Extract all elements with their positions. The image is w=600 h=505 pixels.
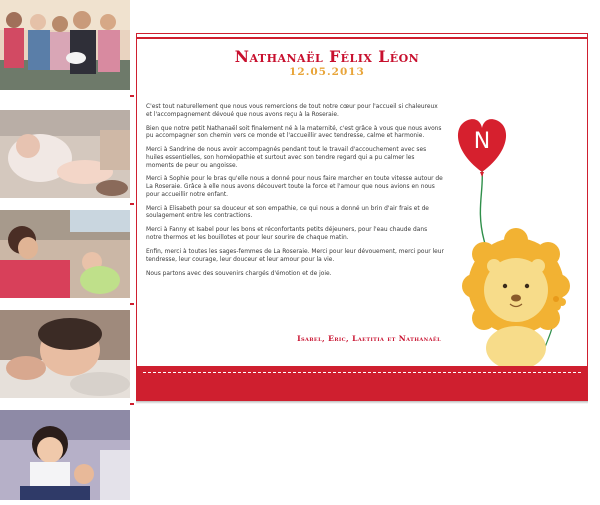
balloon-letter: N <box>473 129 491 154</box>
lion-illustration <box>444 110 586 366</box>
birth-date: 12.05.2013 <box>289 66 365 78</box>
bottom-band <box>137 366 587 400</box>
photo-strip <box>0 0 134 505</box>
paragraph: Enfin, merci à toutes les sages-femmes de La Roseraie. Merci pour leur dévouement, merci pour leur tendresse, leur courage, leur douceur et leur amour pour la vie. <box>146 248 444 263</box>
sister-baby-photo <box>0 410 130 500</box>
paragraph: Merci à Sophie pour le bras qu'elle nous a donné pour nous faire marcher en toute vitesse autour de La Roseraie. Grâce à elle nous avons découvert toute la force et l'amour que nous avions en nous pour accueillir notre enfant. <box>146 176 443 198</box>
photo-divider <box>130 203 134 205</box>
paragraph: Bien que notre petit Nathanaël soit finalement né à la maternité, c'est grâce à vous que nous avons pu accompagner son chemin vers ce monde et l'accueillir avec tendresse, calme et harmonie. <box>146 125 442 140</box>
photo-divider <box>130 403 134 405</box>
paragraph: Merci à Sandrine de nous avoir accompagnés pendant tout le travail d'accouchement avec ses huiles essentielles, son homéopathie et surtout avec son tendre regard qui a pu calmer les moments de peur ou angoisse. <box>146 147 427 169</box>
family-photo <box>0 0 130 90</box>
photo-divider <box>130 303 134 305</box>
letter-body <box>146 104 444 284</box>
mother-baby-photo <box>0 210 130 298</box>
paragraph: C'est tout naturellement que nous vous remercions de tout notre cœur pour l'accueil si chaleureux et l'accompagnement dévoué que nous avons reçu à la Roseraie. <box>146 104 438 118</box>
thank-you-card <box>136 33 588 401</box>
newborn-hand-photo <box>0 110 130 198</box>
paragraph: Nous partons avec des souvenirs chargés d'émotion et de joie. <box>146 270 332 277</box>
paragraph: Merci à Elisabeth pour sa douceur et son empathie, ce qui nous a donné un brin d'air frais et de soulagement entre les contractions. <box>146 205 429 220</box>
sleeping-baby-photo <box>0 310 130 398</box>
card-shadow <box>136 401 588 404</box>
paragraph: Merci à Fanny et Isabel pour les bons et réconfortants petits déjeuners, pour l'eau chaude dans notre thermos et les bouillotes et pour leur sourire de chaque matin. <box>146 227 428 242</box>
photo-divider <box>130 95 134 97</box>
top-ribbon <box>136 37 588 39</box>
stitch-line <box>143 372 581 373</box>
signature: Isabel, Eric, Laetitia et Nathanaël <box>297 334 441 343</box>
baby-name-title: Nathanaël Félix Léon <box>234 47 420 66</box>
